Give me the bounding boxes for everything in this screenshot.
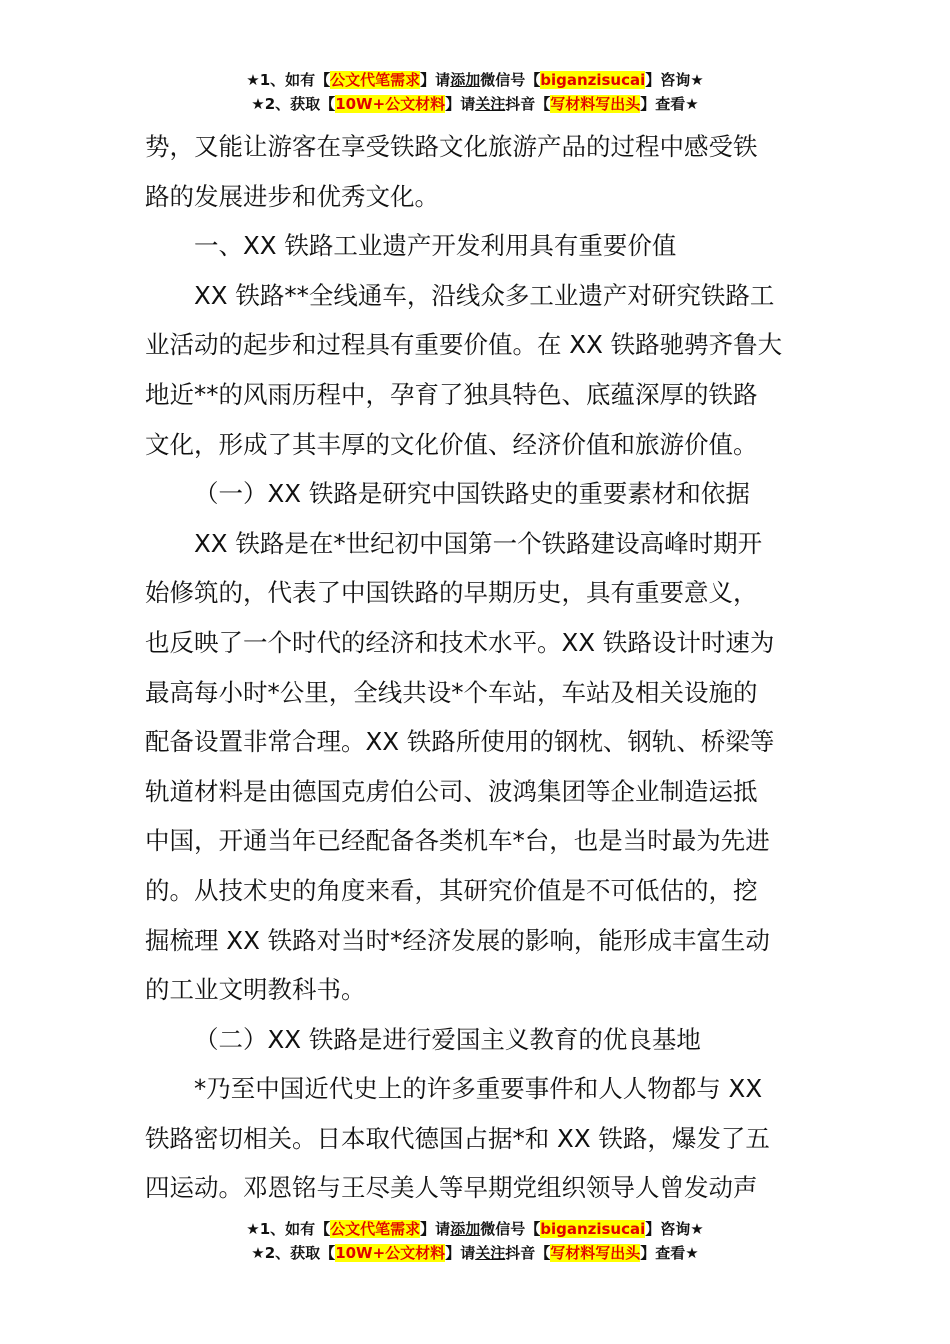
body-line: 也反映了一个时代的经济和技术水平。XX 铁路设计时速为 <box>145 627 775 657</box>
subsection-heading: （一）XX 铁路是研究中国铁路史的重要素材和依据 <box>194 479 750 509</box>
promo-line-1: ★1、如有【公文代笔需求】请添加微信号【biganzisucai】咨询★ <box>246 71 704 89</box>
body-line: 掘梳理 XX 铁路对当时*经济发展的影响，能形成丰富生动 <box>145 925 770 955</box>
body-line: 的工业文明教科书。 <box>145 975 366 1005</box>
document-body <box>145 122 805 1213</box>
body-line: 铁路密切相关。日本取代德国占据*和 XX 铁路，爆发了五 <box>145 1123 770 1153</box>
body-line: 中国，开通当年已经配备各类机车*台，也是当时最为先进 <box>145 826 770 856</box>
body-line: XX 铁路**全线通车，沿线众多工业遗产对研究铁路工 <box>194 280 775 310</box>
body-line: 业活动的起步和过程具有重要价值。在 XX 铁路驰骋齐鲁大 <box>145 330 783 360</box>
body-line: 路的发展进步和优秀文化。 <box>145 181 439 211</box>
promo-banner-top <box>0 68 950 116</box>
body-line: 配备设置非常合理。XX 铁路所使用的钢枕、钢轨、桥梁等 <box>145 727 775 757</box>
highlight-douyin-id: 写材料写出头 <box>550 1244 641 1262</box>
highlight-service: 公文代笔需求 <box>330 1220 421 1238</box>
body-line: 地近**的风雨历程中，孕育了独具特色、底蕴深厚的铁路 <box>145 379 758 409</box>
highlight-materials: 10W+公文材料 <box>335 95 446 113</box>
promo-line-1: ★1、如有【公文代笔需求】请添加微信号【biganzisucai】咨询★ <box>246 1220 704 1238</box>
section-heading: 一、XX 铁路工业遗产开发利用具有重要价值 <box>194 231 677 261</box>
highlight-materials: 10W+公文材料 <box>335 1244 446 1262</box>
promo-line-2: ★2、获取【10W+公文材料】请关注抖音【写材料写出头】查看★ <box>251 95 699 113</box>
highlight-wechat-id: biganzisucai <box>540 1220 646 1238</box>
body-line: 轨道材料是由德国克虏伯公司、波鸿集团等企业制造运抵 <box>145 776 758 806</box>
body-line: 四运动。邓恩铭与王尽美人等早期党组织领导人曾发动声 <box>145 1173 758 1203</box>
highlight-service: 公文代笔需求 <box>330 71 421 89</box>
body-line: 文化，形成了其丰厚的文化价值、经济价值和旅游价值。 <box>145 429 758 459</box>
body-line: 的。从技术史的角度来看，其研究价值是不可低估的，挖 <box>145 875 758 905</box>
body-line: XX 铁路是在*世纪初中国第一个铁路建设高峰时期开 <box>194 528 763 558</box>
promo-line-2: ★2、获取【10W+公文材料】请关注抖音【写材料写出头】查看★ <box>251 1244 699 1262</box>
highlight-douyin-id: 写材料写出头 <box>550 95 641 113</box>
body-line: 最高每小时*公里，全线共设*个车站，车站及相关设施的 <box>145 677 758 707</box>
highlight-wechat-id: biganzisucai <box>540 71 646 89</box>
subsection-heading: （二）XX 铁路是进行爱国主义教育的优良基地 <box>194 1024 701 1054</box>
body-line: 始修筑的，代表了中国铁路的早期历史，具有重要意义， <box>145 578 758 608</box>
body-line: *乃至中国近代史上的许多重要事件和人人物都与 XX <box>194 1074 763 1104</box>
body-line: 势，又能让游客在享受铁路文化旅游产品的过程中感受铁 <box>145 132 758 161</box>
promo-banner-bottom <box>0 1217 950 1265</box>
